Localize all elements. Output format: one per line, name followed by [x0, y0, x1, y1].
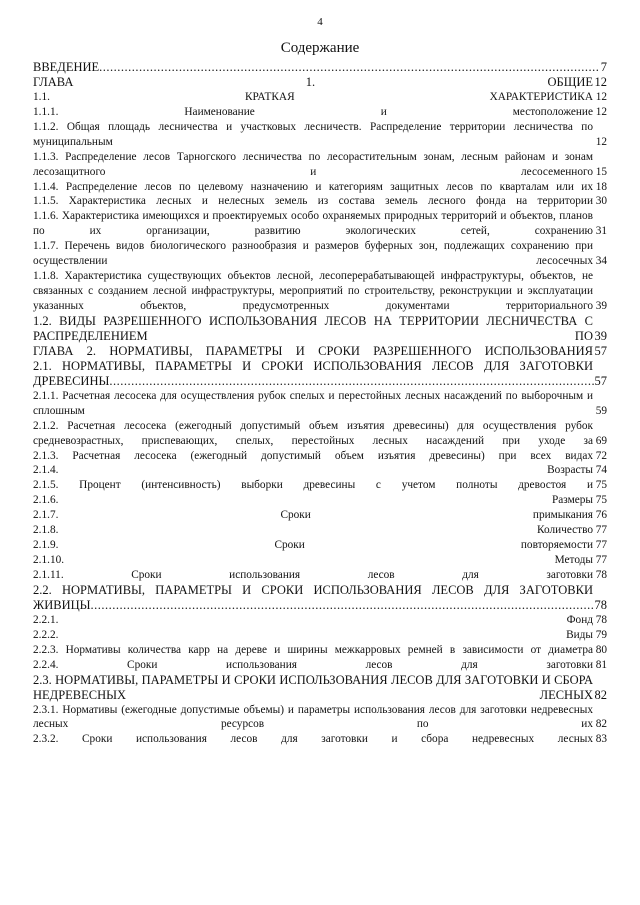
toc-entry-text: 2.1.11. Сроки использования лесов для заготовки	[33, 569, 593, 582]
dot-leader	[91, 598, 607, 612]
toc-entry-text: 1.1.3. Распределение лесов Тарногского лесничества по лесорастительным зонам, лесным районам и зонам лесозащитного и лесосеменного	[33, 150, 593, 178]
toc-entry[interactable]	[33, 493, 607, 508]
toc-title: Содержание	[280, 40, 360, 56]
toc-entry-text: ВВЕДЕНИЕ	[33, 60, 100, 74]
toc-entry[interactable]	[33, 389, 607, 419]
toc-entry[interactable]	[33, 463, 607, 478]
toc-entry[interactable]	[33, 419, 607, 449]
toc-entry-text: 2.1.8. Количество	[33, 524, 593, 537]
toc-entry-page: 34	[595, 255, 607, 268]
toc-entry-text: 1.1.1. Наименование и местоположение	[33, 105, 593, 118]
toc-entry[interactable]	[33, 703, 607, 733]
toc-entry-text: ГЛАВА 1. ОБЩИЕ	[33, 74, 593, 89]
toc-entry-page: 83	[595, 733, 607, 746]
toc-entry-text: 1.1. КРАТКАЯ ХАРАКТЕРИСТИКА	[33, 90, 593, 103]
toc-entry-text: 2.2.3. Нормативы количества карр на дереве и ширины межкарровых ремней в зависимости от диаметра	[33, 643, 593, 656]
toc-entry-page: 7	[600, 60, 607, 74]
toc-entry-page: 18	[595, 180, 607, 193]
toc-entry-text: 2.1. НОРМАТИВЫ, ПАРАМЕТРЫ И СРОКИ ИСПОЛЬЗОВАНИЯ ЛЕСОВ ДЛЯ ЗАГОТОВКИ ДРЕВЕСИНЫ	[33, 358, 593, 388]
toc-entry-page: 12	[595, 105, 607, 118]
toc-entry-text: 1.1.8. Характеристика существующих объектов лесной, лесоперерабатывающей инфраструктуры, объектов, не связанных с созданием лесной инфраструктуры, мероприятий по строительству, реконструкции и эксплуатации указанных объектов, предусмотренных документами территориального	[33, 270, 593, 313]
toc-entry-text: 2.3. НОРМАТИВЫ, ПАРАМЕТРЫ И СРОКИ ИСПОЛЬЗОВАНИЯ ЛЕСОВ ДЛЯ ЗАГОТОВКИ И СБОРА НЕДРЕВЕСНЫХ ЛЕСНЫХ	[33, 672, 593, 702]
toc-entry-text: 2.1.1. Расчетная лесосека для осуществления рубок спелых и перестойных лесных насаждений по выборочным и сплошным	[33, 389, 593, 417]
toc-entry-page: 78	[595, 613, 607, 626]
toc-entry-text: 2.3.2. Сроки использования лесов для заготовки и сбора недревесных лесных	[33, 733, 593, 746]
toc-entry-text: 2.1.7. Сроки примыкания	[33, 509, 593, 522]
toc-entry-page: 39	[595, 300, 607, 313]
toc-entry[interactable]	[33, 658, 607, 673]
toc-entry[interactable]	[33, 732, 607, 747]
toc-entry-page: 31	[595, 225, 607, 238]
toc-entry-text: 2.1.5. Процент (интенсивность) выборки древесины с учетом полноты древостоя и	[33, 479, 593, 492]
page-number: 4	[317, 16, 323, 28]
toc-entry-text: 2.2.1. Фонд	[33, 613, 593, 626]
toc-entry-text: 1.1.5. Характеристика лесных и нелесных земель из состава земель лесного фонда на территории	[33, 195, 593, 208]
toc-entry[interactable]	[33, 568, 607, 583]
toc-entry-page: 78	[595, 569, 607, 582]
toc-entry[interactable]	[33, 194, 607, 209]
toc-entry-text: 2.1.9. Сроки повторяемости	[33, 539, 593, 552]
toc-entry[interactable]	[33, 553, 607, 568]
toc-entry-text: 2.1.3. Расчетная лесосека (ежегодный допустимый объем изъятия древесины) при всех видах	[33, 449, 593, 462]
toc-entry[interactable]	[33, 613, 607, 628]
toc-entry[interactable]	[33, 643, 607, 658]
toc-entry[interactable]	[33, 673, 607, 703]
toc-entry-page: 57	[594, 343, 607, 358]
toc-entry-page: 72	[595, 449, 607, 462]
toc-entry[interactable]	[33, 90, 607, 105]
dot-leader	[109, 374, 607, 388]
toc-entry-text: 1.1.2. Общая площадь лесничества и участковых лесничеств. Распределение территории лесничества по муниципальным	[33, 120, 593, 148]
toc-entry[interactable]	[33, 628, 607, 643]
toc-entry-page: 80	[595, 643, 607, 656]
dot-leader	[99, 60, 607, 74]
toc-entry-page: 82	[595, 718, 607, 731]
toc-entry-page: 30	[595, 195, 607, 208]
toc-entry-page: 75	[595, 494, 607, 507]
toc-entry[interactable]	[33, 344, 607, 359]
toc-entry-page: 15	[595, 165, 607, 178]
toc-entry-page: 77	[595, 554, 607, 567]
toc-entry-text: 2.1.10. Методы	[33, 554, 593, 567]
toc-entry-text: 2.2. НОРМАТИВЫ, ПАРАМЕТРЫ И СРОКИ ИСПОЛЬЗОВАНИЯ ЛЕСОВ ДЛЯ ЗАГОТОВКИ ЖИВИЦЫ	[33, 582, 593, 612]
toc-entry[interactable]	[33, 538, 607, 553]
toc-entry[interactable]	[33, 478, 607, 493]
toc-entry-page: 77	[595, 524, 607, 537]
toc-entry-text: 2.1.2. Расчетная лесосека (ежегодный допустимый объем изъятия древесины) для осуществления рубок средневозрастных, приспевающих, спелых, перестойных лесных насаждений при уходе за	[33, 419, 593, 447]
toc-entry-page: 78	[594, 597, 607, 612]
toc-entry-text: 1.1.7. Перечень видов биологического разнообразия и размеров буферных зон, подлежащих сохранению при осуществлении лесосечных	[33, 240, 593, 268]
toc-entry[interactable]	[33, 60, 607, 75]
toc-entry[interactable]	[33, 75, 607, 90]
toc-entry-page: 12	[595, 135, 607, 148]
toc-entry-text: ГЛАВА 2. НОРМАТИВЫ, ПАРАМЕТРЫ И СРОКИ РАЗРЕШЕННОГО ИСПОЛЬЗОВАНИЯ	[33, 343, 593, 358]
toc-entry-page: 76	[595, 509, 607, 522]
toc-entry-text: 2.2.4. Сроки использования лесов для заготовки	[33, 658, 593, 671]
toc-entry[interactable]	[33, 508, 607, 523]
toc-entry[interactable]	[33, 120, 607, 150]
toc-entry[interactable]	[33, 239, 607, 269]
toc-entry-text: 1.1.6. Характеристика имеющихся и проектируемых особо охраняемых природных территорий и объектов, планов по их организации, развитию экологических сетей, сохранению	[33, 210, 593, 238]
toc-entry-text: 2.3.1. Нормативы (ежегодные допустимые объемы) и параметры использования лесов для заготовки недревесных лесных ресурсов по их	[33, 703, 593, 731]
toc-entry[interactable]	[33, 180, 607, 195]
toc-entry-page: 77	[595, 539, 607, 552]
toc-entry[interactable]	[33, 359, 607, 389]
toc-entry-text: 2.1.4. Возрасты	[33, 464, 593, 477]
toc-entry-text: 1.1.4. Распределение лесов по целевому назначению и категориям защитных лесов по кварталам или их	[33, 180, 593, 193]
toc-entry-page: 59	[595, 404, 607, 417]
toc-entry-page: 57	[594, 373, 607, 388]
toc-entry-page: 81	[595, 658, 607, 671]
table-of-contents	[33, 60, 607, 747]
toc-entry[interactable]	[33, 314, 607, 344]
toc-entry-page: 82	[594, 687, 607, 702]
toc-entry[interactable]	[33, 105, 607, 120]
toc-entry-page: 39	[594, 328, 607, 343]
toc-entry[interactable]	[33, 449, 607, 464]
toc-entry[interactable]	[33, 209, 607, 239]
toc-entry-text: 1.2. ВИДЫ РАЗРЕШЕННОГО ИСПОЛЬЗОВАНИЯ ЛЕСОВ НА ТЕРРИТОРИИ ЛЕСНИЧЕСТВА С РАСПРЕДЕЛЕНИЕМ ПО	[33, 314, 593, 343]
toc-entry[interactable]	[33, 523, 607, 538]
toc-entry[interactable]	[33, 150, 607, 180]
toc-entry-page: 79	[595, 628, 607, 641]
toc-entry[interactable]	[33, 269, 607, 314]
toc-entry-page: 12	[595, 90, 607, 103]
toc-entry-text: 2.2.2. Виды	[33, 628, 593, 641]
toc-entry[interactable]	[33, 583, 607, 613]
toc-entry-page: 74	[595, 464, 607, 477]
toc-entry-page: 75	[595, 479, 607, 492]
toc-entry-page: 69	[595, 434, 607, 447]
toc-entry-text: 2.1.6. Размеры	[33, 494, 593, 507]
toc-entry-page: 12	[594, 74, 607, 89]
